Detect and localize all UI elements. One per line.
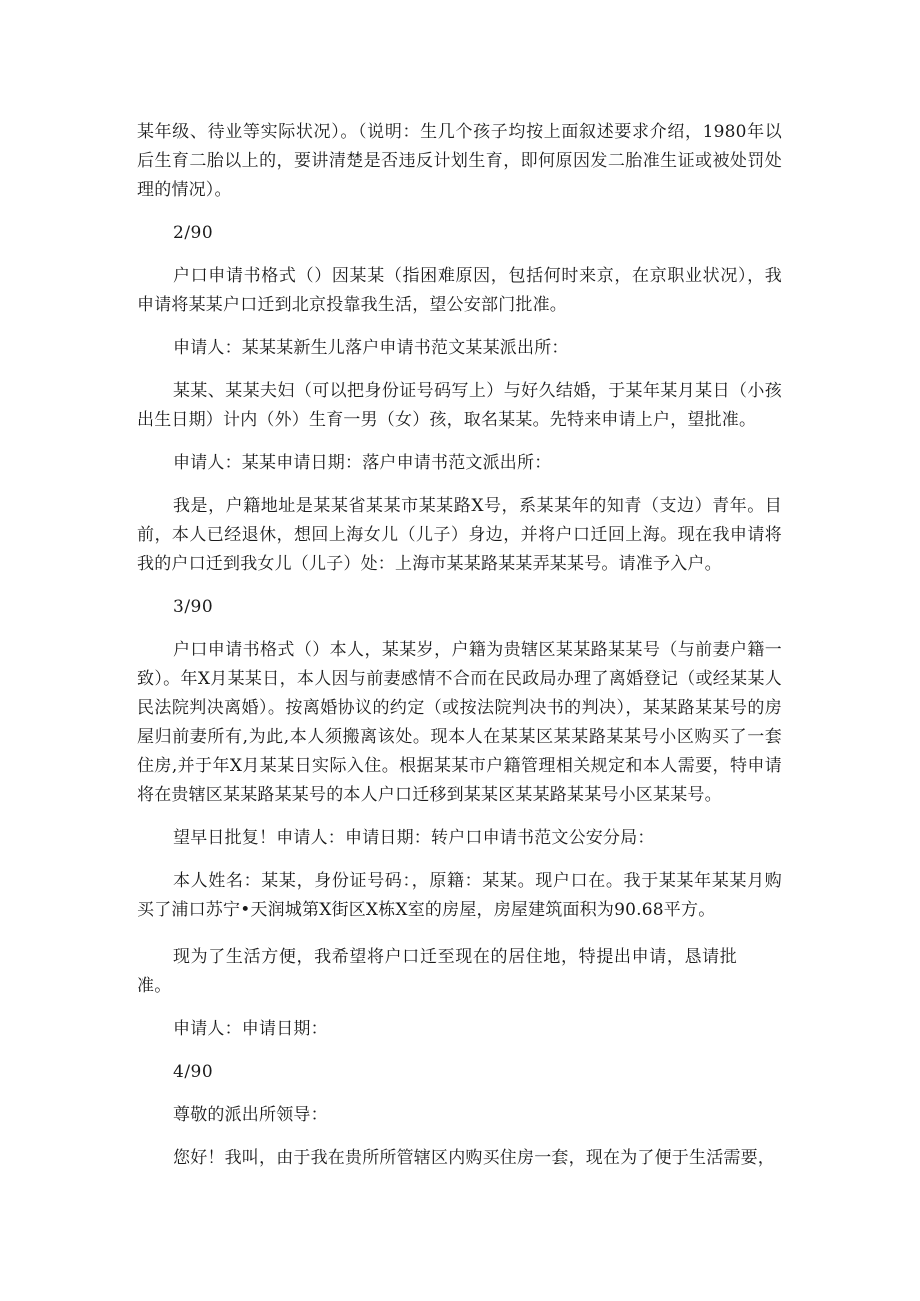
paragraph-greeting: 您好！我叫，由于我在贵所所管辖区内购买住房一套，现在为了便于生活需要，	[173, 1148, 775, 1168]
paragraph-beijing-application: 户口申请书格式（）因某某（指困难原因，包括何时来京，在京职业状况），我申请将某某户口迁到北京投靠我生活，望公安部门批准。	[137, 266, 782, 315]
document-page	[137, 118, 782, 1173]
paragraph-applicant-date-line: 申请人：某某申请日期：落户申请书范文派出所：	[173, 453, 552, 473]
paragraph-divorce-transfer: 户口申请书格式（）本人，某某岁，户籍为贵辖区某某路某某号（与前妻户籍一致）。年X月某某日，本人因与前妻感情不合而在民政局办理了离婚登记（或经某某人民法院判决离婚）。按离婚协议的约定（或按法院判决书的判决），某某路某某号的房屋归前妻所有,为此,本人须搬离该处。现本人在某某区某某路某某号小区购买了一套住房,并于年X月某某日实际入住。根据某某市户籍管理相关规定和本人需要，特申请将在贵辖区某某路某某号的本人户口迁移到某某区某某路某某号小区某某号。	[137, 640, 782, 805]
paragraph-signature-line: 申请人：申请日期：	[173, 1019, 328, 1039]
paragraph-relocation-request: 现为了生活方便，我希望将户口迁至现在的居住地，特提出申请，恳请批准。	[137, 947, 737, 996]
paragraph-childbirth-note: 某年级、待业等实际状况）。（说明：生几个孩子均按上面叙述要求介绍，1980年以后生育二胎以上的，要讲清楚是否违反计划生育，即何原因发二胎准生证或被处罚处理的情况）。	[137, 122, 782, 200]
paragraph-house-purchase: 本人姓名：某某，身份证号码：，原籍：某某。现户口在。我于某某年某某月购买了浦口苏宁•天润城第X街区X栋X室的房屋，房屋建筑面积为90.68平方。	[137, 871, 782, 920]
paragraph-applicant-line: 申请人：某某某新生儿落户申请书范文某某派出所：	[173, 338, 569, 358]
paragraph-newborn-registration: 某某、某某夫妇（可以把身份证号码写上）与好久结婚，于某年某月某日（小孩出生日期）计内（外）生育一男（女）孩，取名某某。先特来申请上户，望批准。	[137, 381, 782, 430]
paragraph-salutation: 尊敬的派出所领导：	[173, 1105, 328, 1125]
page-number: 4/90	[173, 1062, 214, 1082]
paragraph-approval-request: 望早日批复！申请人：申请日期：转户口申请书范文公安分局：	[173, 828, 655, 848]
page-number: 3/90	[173, 597, 214, 617]
paragraph-shanghai-return: 我是，户籍地址是某某省某某市某某路X号，系某某年的知青（支边）青年。目前，本人已经退休，想回上海女儿（儿子）身边，并将户口迁回上海。现在我申请将我的户口迁到我女儿（儿子）处：上海市某某路某某弄某某号。请准予入户。	[137, 496, 782, 574]
page-number: 2/90	[173, 223, 214, 243]
